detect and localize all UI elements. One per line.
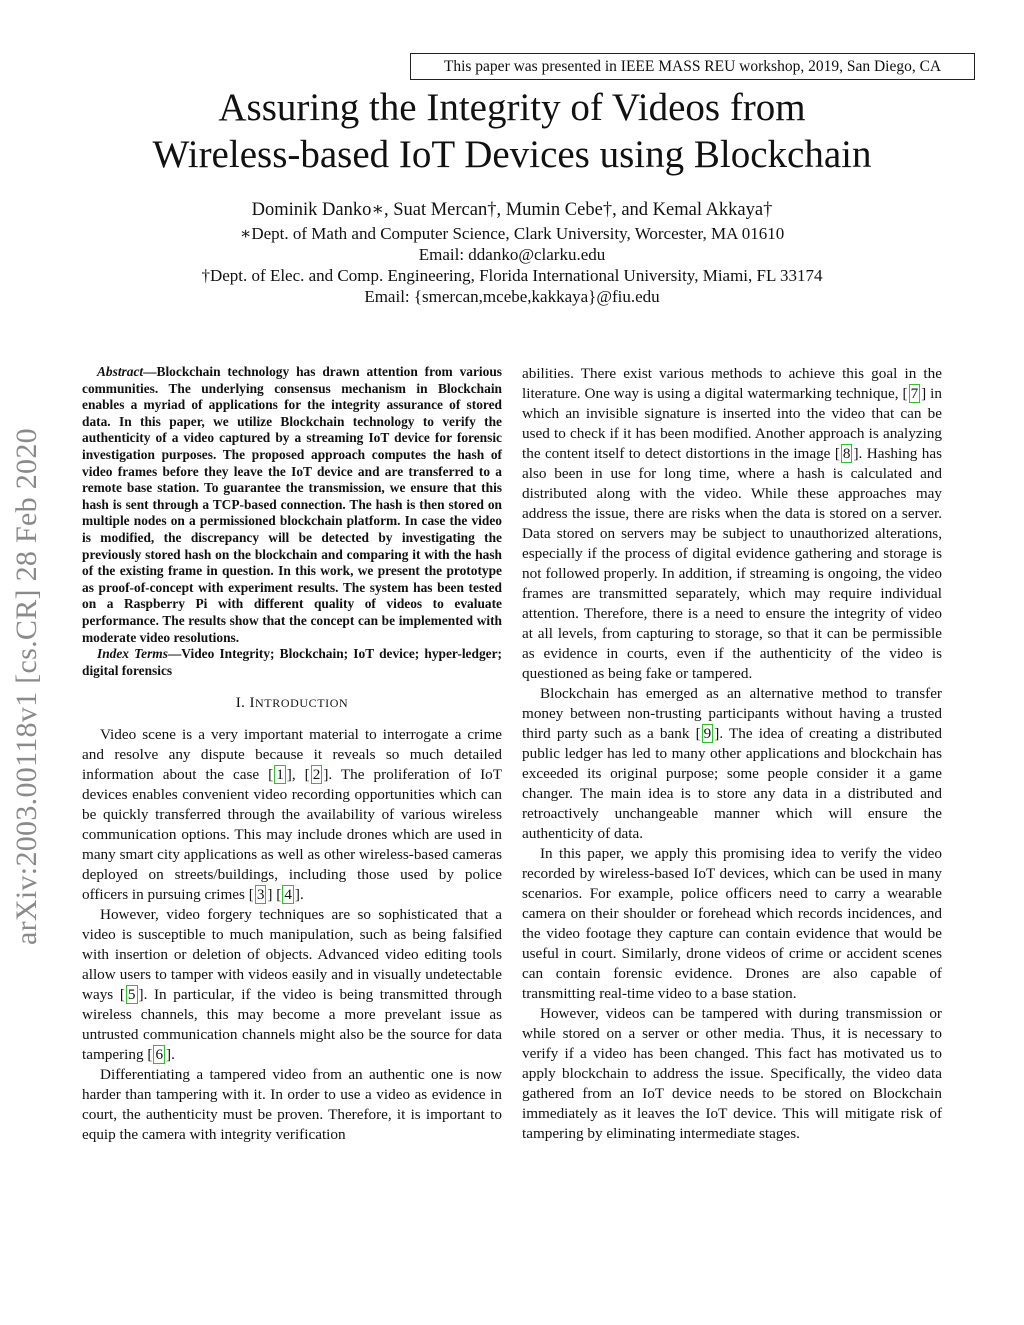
paragraph: However, video forgery techniques are so sophisticated that a video is susceptible to much manipulation, such as being falsified with insertion or deletion of objects. Advanced video editing tools allow users to tamper with videos easily and in visually undetectable ways [ 5 ]. In particular, if the video is being transmitted through wireless channels, this may become a more prevelant issue as untrusted communication channels might also be the source for data tampering [ 6 ].	[82, 906, 502, 1064]
title-line-2: Wireless-based IoT Devices using Blockchain	[152, 133, 872, 176]
text-run: Blockchain has emerged as an alternative method to transfer money between non-trusting participants without having a trusted third party such as a bank	[522, 685, 942, 742]
citation-link[interactable]: 8	[842, 445, 851, 462]
paragraph: abilities. There exist various methods to achieve this goal in the literature. One way is using a digital watermarking technique, [ 7 ] in which an invisible signature is inserted into the video that can be used to check if it has been modified. Another approach is analyzing the content itself to detect distortions in the image [ 8 ]. Hashing has also been in use for long time, where a hash is calculated and distributed along with the video. While these approaches may address the issue, there are risks when the data is stored on a server. Data stored on servers may be subject to unauthorized alterations, especially if the process of digital evidence gathering and storage is not followed properly. In addition, if streaming is ongoing, the video frames are transmitted separately, which may require individual attention. Therefore, there is a need to ensure the integrity of video at all levels, from capturing to storage, so that it can be permissible as evidence in courts, even if the authenticity of the video is questioned as being fake or tampered.	[522, 365, 942, 682]
affiliation-1: ∗Dept. of Math and Computer Science, Clark University, Worcester, MA 01610	[239, 224, 785, 243]
email-1: Email: ddanko@clarku.edu	[418, 245, 606, 264]
title-line-1: Assuring the Integrity of Videos from	[218, 86, 806, 129]
text-run: . In particular, if the video is being transmitted through wireless channels, this may become a more prevelant issue as untrusted communication channels might also be the source for data tampering	[82, 986, 502, 1064]
arxiv-stamp: arXiv:2003.00118v1 [cs.CR] 28 Feb 2020	[10, 428, 43, 945]
affiliation-2: †Dept. of Elec. and Comp. Engineering, Florida International University, Miami, FL 33174	[201, 266, 823, 285]
text-run: abilities. There exist various methods to achieve this goal in the literature. One way is using a digital watermarking technique,	[522, 365, 942, 402]
citation-link[interactable]: 6	[155, 1046, 164, 1064]
text-run: However, video forgery techniques are so sophisticated that a video is susceptible to much manipulation, such as being falsified with insertion or deletion of objects. Advanced video editing tools allow users to tamper with videos easily and in visually undetectable ways	[82, 906, 502, 1004]
paragraph: However, videos can be tampered with during transmission or while stored on a server or other media. Thus, it is necessary to verify if a video has been changed. This fact has motivated us to apply blockchain to address the issue. Specifically, the video data gathered from an IoT device needs to be stored on Blockchain immediately as it leaves the IoT device. This will mitigate risk of tampering by eliminating intermediate stages.	[522, 1005, 942, 1142]
index-terms-label: Index Terms	[97, 646, 168, 662]
text-run: . Hashing has also been in use for long time, where a hash is calculated and distributed along with the video. While these approaches may address the issue, there are risks when the data is stored on a server. Data stored on servers may be subject to unauthorized alterations, especially if the process of digital evidence gathering and storage is not followed properly. In addition, if streaming is ongoing, the video frames are transmitted separately, which may require individual attention. Therefore, there is a need to ensure the integrity of video at all levels, from capturing to storage, so that it can be permissible as evidence in courts, even if the authenticity of the video is questioned as being fake or tampered.	[522, 445, 942, 682]
text-run: Video scene is a very important material to interrogate a crime and resolve any dispute because it reveals so much detailed information about the case	[82, 726, 502, 784]
author-names: Dominik Danko∗, Suat Mercan†, Mumin Cebe†, and Kemal Akkaya†	[251, 200, 773, 220]
citation-link[interactable]: 9	[703, 725, 712, 742]
text-run: .	[299, 886, 304, 904]
author-block	[100, 200, 924, 307]
abstract-label: Abstract	[97, 364, 144, 379]
section-title-caps: NTRODUCTION	[255, 696, 349, 711]
citation-link[interactable]: 4	[284, 886, 292, 904]
paragraph: Video scene is a very important material to interrogate a crime and resolve any dispute because it reveals so much detailed information about the case [ 1 ], [ 2 ]. The proliferation of IoT devices enables convenient video recording opportunities which can be quickly transferred through the availability of various wireless communication options. This may include drones which are used in many smart city applications as well as other wireless-based cameras deployed on streets/buildings, including those used by police officers in pursuing crimes [ 3 ] [ 4 ].	[82, 726, 502, 904]
text-run: . The proliferation of IoT devices enables convenient video recording opportunities which can be quickly transferred through the availability of various wireless communication options. This may include drones which are used in many smart city applications as well as other wireless-based cameras deployed on streets/buildings, including those used by police officers in pursuing crimes	[82, 766, 502, 904]
citation-link[interactable]: 7	[910, 385, 919, 402]
citation-link[interactable]: 3	[256, 886, 265, 904]
conference-notice: This paper was presented in IEEE MASS REU workshop, 2019, San Diego, CA	[410, 53, 975, 80]
index-terms-text: —Video Integrity; Blockchain; IoT device; hyper-ledger; digital forensics	[82, 646, 502, 678]
section-numeral: I. I	[235, 694, 256, 712]
left-column	[82, 364, 502, 1145]
text-run: .	[171, 1046, 175, 1064]
citation-link[interactable]: 5	[127, 986, 136, 1004]
citation-link[interactable]: 1	[276, 766, 284, 784]
text-run: in which an invisible signature is inserted into the video that can be used to check if it has been modified. Another approach is analyzing the content itself to detect distortions in the image	[522, 385, 942, 462]
text-run: . The idea of creating a distributed public ledger has led to many other applications and blockchain has exceeded its original purpose; some people consider it a game changer. The main idea is to store any data in a distributed and retroactively unchangeable manner which will ensure the authenticity of data.	[522, 725, 942, 842]
paper-title	[60, 84, 964, 178]
citation-link[interactable]: 2	[312, 766, 321, 784]
section-heading-introduction	[82, 693, 502, 713]
paragraph: Differentiating a tampered video from an authentic one is now harder than tampering with it. In order to use a video as evidence in court, the authenticity must be proven. Therefore, it is important to equip the camera with integrity verification	[82, 1066, 502, 1144]
email-2: Email: {smercan,mcebe,kakkaya}@fiu.edu	[364, 287, 660, 306]
abstract-text: —Blockchain technology has drawn attention from various communities. The underlying consensus mechanism in Blockchain enables a myriad of applications for the integrity assurance of stored data. In this paper, we utilize Blockchain technology to verify the authenticity of a video captured by a streaming IoT device for forensic investigation purposes. The proposed approach computes the hash of video frames before they leave the IoT device and are transferred to a remote base station. To guarantee the transmission, we ensure that this hash is sent through a TCP-based connection. The hash is then stored on multiple nodes on a permissioned blockchain platform. In case the video is modified, the discrepancy will be detected by investigating the previously stored hash on the blockchain and comparing it with the hash of the existing frame in question. In this work, we present the prototype as proof-of-concept with experiment results. The system has been tested on a Raspberry Pi with different quality of videos to evaluate performance. The results show that the concept can be implemented with moderate video resolutions.	[82, 364, 502, 645]
paragraph: Blockchain has emerged as an alternative method to transfer money between non-trusting participants without having a trusted third party such as a bank [ 9 ]. The idea of creating a distributed public ledger has led to many other applications and blockchain has exceeded its original purpose; some people consider it a game changer. The main idea is to store any data in a distributed and retroactively unchangeable manner which will ensure the authenticity of data.	[522, 685, 942, 842]
right-column	[522, 364, 942, 1144]
abstract	[82, 364, 502, 679]
paragraph: In this paper, we apply this promising idea to verify the video recorded by wireless-based IoT devices, which can be used in many scenarios. For example, police officers need to carry a wearable camera on their shoulder or forehead which records incidences, and the video footage they capture can contain evidence that would be useful in court. Similarly, drone videos of crime or accident scenes can contain forensic evidence. Drones are also capable of transmitting real-time video to a base station.	[522, 845, 942, 1002]
